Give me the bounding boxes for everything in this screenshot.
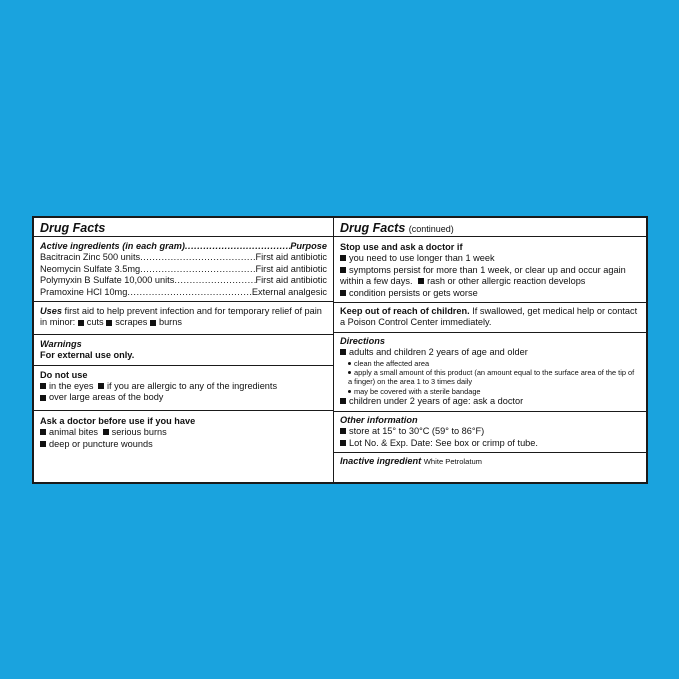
stop-use-section	[334, 237, 646, 302]
keep-out-heading: Keep out of reach of children.	[340, 306, 470, 317]
list-item: children under 2 years of age: ask a doctor	[340, 396, 640, 407]
ingredient-row	[40, 264, 327, 275]
drug-facts-right-column	[334, 218, 646, 482]
inactive-ingredient-text: White Petrolatum	[423, 456, 482, 466]
drug-facts-continued-title: Drug Facts (continued)	[334, 218, 646, 237]
ingredient-row	[40, 252, 327, 263]
sub-list-item: clean the affected area	[340, 359, 640, 368]
keep-out-section	[334, 302, 646, 332]
ingredient-purpose: External analgesic	[251, 286, 327, 297]
list-item: deep or puncture wounds	[40, 439, 327, 450]
bullet-square-icon	[340, 255, 346, 261]
ask-doctor-section	[34, 410, 333, 453]
bullet-square-icon	[103, 429, 109, 435]
other-information-section	[334, 411, 646, 452]
bullet-square-icon	[40, 441, 46, 447]
bullet-square-icon	[418, 278, 424, 284]
sub-list-item: apply a small amount of this product (an amount equal to the surface area of the tip of a finger) on the area 1 to 3 times daily	[348, 368, 635, 387]
active-ingredients-header	[40, 241, 327, 252]
other-information-label: Other information	[340, 414, 418, 425]
list-item: symptoms persist for more than 1 week, or clear up and occur again within a few days. rash or other allergic reaction develops	[340, 264, 626, 287]
do-not-use-section	[34, 365, 333, 410]
bullet-square-icon	[340, 440, 346, 446]
bullet-square-icon	[106, 320, 112, 326]
ask-doctor-heading: Ask a doctor before use if you have	[40, 415, 196, 426]
list-item: Lot No. & Exp. Date: See box or crimp of tube.	[340, 438, 640, 449]
active-ingredients-section	[34, 237, 333, 301]
list-item: adults and children 2 years of age and older	[340, 347, 640, 358]
ingredient-purpose: First aid antibiotic	[255, 252, 327, 263]
bullet-square-icon	[340, 267, 346, 273]
bullet-square-icon	[340, 290, 346, 296]
ingredient-name: Bacitracin Zinc 500 units	[40, 252, 141, 263]
external-use-warning: For external use only.	[40, 350, 135, 361]
ingredient-name: Pramoxine HCl 10mg	[40, 286, 128, 297]
list-item: in the eyes if you are allergic to any of the ingredients	[40, 381, 327, 392]
list-item: you need to use longer than 1 week	[340, 253, 640, 264]
uses-item: scrapes	[115, 317, 148, 328]
bullet-square-icon	[150, 320, 156, 326]
ingredient-name: Polymyxin B Sulfate 10,000 units	[40, 275, 175, 286]
bullet-square-icon	[78, 320, 84, 326]
stop-use-heading: Stop use and ask a doctor if	[340, 242, 463, 252]
bullet-dot-icon	[348, 390, 351, 393]
list-item: over large areas of the body	[40, 392, 327, 403]
directions-section	[334, 332, 646, 411]
purpose-heading: Purpose	[290, 241, 327, 251]
bullet-square-icon	[340, 428, 346, 434]
ingredient-row	[40, 275, 327, 286]
warnings-section	[34, 334, 333, 365]
bullet-square-icon	[340, 398, 346, 404]
ingredient-purpose: First aid antibiotic	[255, 263, 327, 274]
bullet-square-icon	[40, 395, 46, 401]
list-item: store at 15° to 30°C (59° to 86°F)	[340, 426, 640, 437]
active-ingredients-heading: Active ingredients (in each gram)	[40, 241, 185, 251]
directions-label: Directions	[340, 335, 385, 346]
ingredient-name: Neomycin Sulfate 3.5mg	[40, 263, 141, 274]
do-not-use-heading: Do not use	[40, 369, 88, 380]
warnings-label: Warnings	[40, 338, 82, 349]
drug-facts-left-column	[34, 218, 334, 482]
inactive-ingredient-label: Inactive ingredient	[340, 455, 422, 466]
uses-item: cuts	[86, 317, 104, 328]
sub-list-item: may be covered with a sterile bandage	[340, 387, 640, 396]
ingredient-row	[40, 287, 327, 298]
ingredient-purpose: First aid antibiotic	[255, 275, 327, 286]
inactive-ingredient-section	[334, 452, 646, 470]
bullet-square-icon	[98, 383, 104, 389]
list-item: condition persists or gets worse	[340, 288, 640, 299]
uses-item: burns	[158, 317, 182, 328]
bullet-square-icon	[340, 349, 346, 355]
drug-facts-title: Drug Facts	[34, 218, 333, 237]
drug-facts-panel	[32, 216, 648, 484]
uses-label: Uses	[40, 306, 62, 317]
list-item: animal bites serious burns	[40, 427, 327, 438]
bullet-dot-icon	[348, 371, 351, 374]
bullet-square-icon	[40, 383, 46, 389]
continued-label: (continued)	[408, 224, 454, 234]
bullet-square-icon	[40, 429, 46, 435]
uses-text: first aid to help prevent infection and for temporary relief of pain in minor:	[40, 306, 322, 328]
uses-section	[34, 301, 333, 334]
bullet-dot-icon	[348, 362, 351, 365]
keep-out-text: If swallowed, get medical help or contact a Poison Control Center immediately.	[340, 306, 638, 328]
